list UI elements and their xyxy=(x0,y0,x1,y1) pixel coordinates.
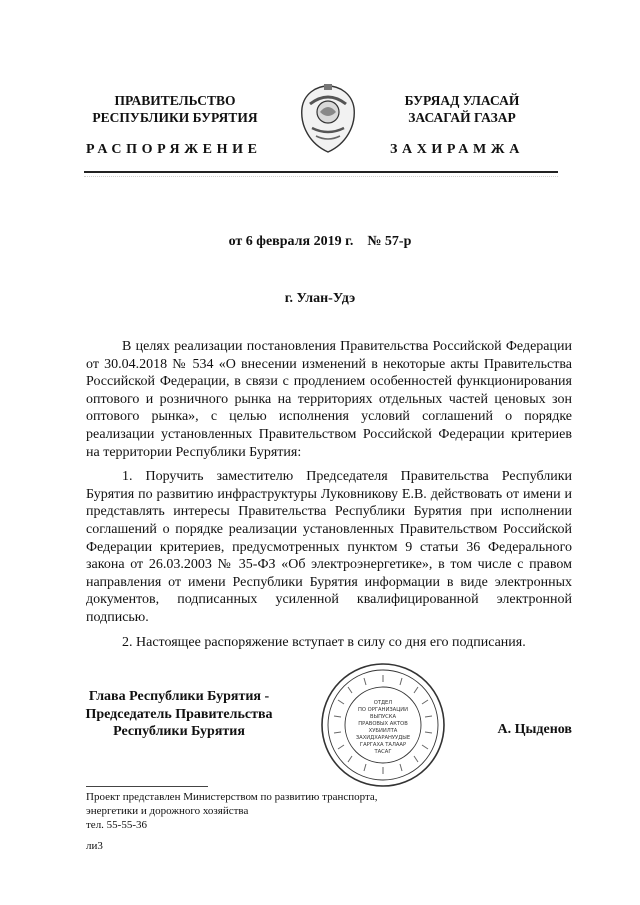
header-faint-divider xyxy=(84,176,558,177)
item-1-paragraph: 1. Поручить заместителю Председателя Правительства Республики Бурятия по развитию инфраструктуры Луковникову Е.В. действовать от имени и представлять интересы Правительства Республики Бурятия при исполнении соглашений о порядке реализации установленных Правительством Российской Федерации критериев, предусмотренных пунктом 9 статьи 36 Федерального закона от 26.03.2003 № 35-ФЗ «Об электроэнергетике», в том числе с правом направления от имени Республики Бурятия информации в виде электронных документов, подписанных усиленной квалифицированной электронной подписью. xyxy=(86,469,572,625)
doc-type-left: РАСПОРЯЖЕНИЕ xyxy=(86,142,262,157)
signatory-name: А. Цыденов xyxy=(497,722,572,737)
signatory-title-line3: Республики Бурятия xyxy=(113,724,245,740)
header-right xyxy=(372,92,552,126)
header-right-line1: БУРЯАД УЛАСАЙ xyxy=(404,93,520,108)
footer-reference: ли3 xyxy=(86,840,103,852)
svg-text:ГАРГАХА ТАЛААР: ГАРГАХА ТАЛААР xyxy=(359,742,407,748)
official-stamp xyxy=(318,660,448,790)
signatory-title-line1: Глава Республики Бурятия - xyxy=(88,689,270,704)
svg-text:ХУБИИЛТА: ХУБИИЛТА xyxy=(368,728,398,734)
svg-text:ПО ОРГАНИЗАЦИИ: ПО ОРГАНИЗАЦИИ xyxy=(357,707,409,713)
header-left-line1: ПРАВИТЕЛЬСТВО xyxy=(114,93,236,108)
preamble-paragraph: В целях реализации постановления Правительства Российской Федерации от 30.04.2018 № 534 «О внесении изменений в некоторые акты Правительства Российской Федерации, в связи с продлением особенностей функционирования оптового и розничного рынка на территориях отдельных частей ценовых зон оптового рынка», с целью исполнения условий соглашений о порядке реализации установленных Правительством Российской Федерации критериев на территории Республики Бурятия: xyxy=(86,339,572,460)
document-body xyxy=(86,338,572,658)
signatory-title-line2: Председатель Правительства xyxy=(85,706,273,722)
city: г. Улан-Удэ xyxy=(284,291,356,306)
header-divider xyxy=(84,171,558,173)
item-2-paragraph: 2. Настоящее распоряжение вступает в силу со дня его подписания. xyxy=(122,634,526,650)
date-number: от 6 февраля 2019 г. № 57-р xyxy=(228,234,412,249)
footer-line3: тел. 55-55-36 xyxy=(86,818,148,831)
svg-text:ЗАХИДХАРАНУУДЫЕ: ЗАХИДХАРАНУУДЫЕ xyxy=(355,735,411,741)
footer-note xyxy=(86,791,486,832)
footer-divider xyxy=(86,786,208,787)
header-left-line2: РЕСПУБЛИКИ БУРЯТИЯ xyxy=(92,110,258,125)
header-left xyxy=(60,92,290,126)
svg-text:ВЫПУСКА: ВЫПУСКА xyxy=(369,714,397,720)
svg-text:ТАСАГ: ТАСАГ xyxy=(374,749,392,755)
header-right-line2: ЗАСАГАЙ ГАЗАР xyxy=(408,110,516,125)
svg-text:ОТДЕЛ: ОТДЕЛ xyxy=(373,700,393,706)
footer-line2: энергетики и дорожного хозяйства xyxy=(86,804,249,817)
doc-type-right: ЗАХИРАМЖА xyxy=(390,142,524,157)
svg-text:ПРАВОВЫХ АКТОВ: ПРАВОВЫХ АКТОВ xyxy=(358,721,408,727)
coat-of-arms-emblem xyxy=(296,82,360,156)
footer-line1: Проект представлен Министерством по развитию транспорта, xyxy=(86,791,378,803)
signatory-title xyxy=(70,688,288,741)
